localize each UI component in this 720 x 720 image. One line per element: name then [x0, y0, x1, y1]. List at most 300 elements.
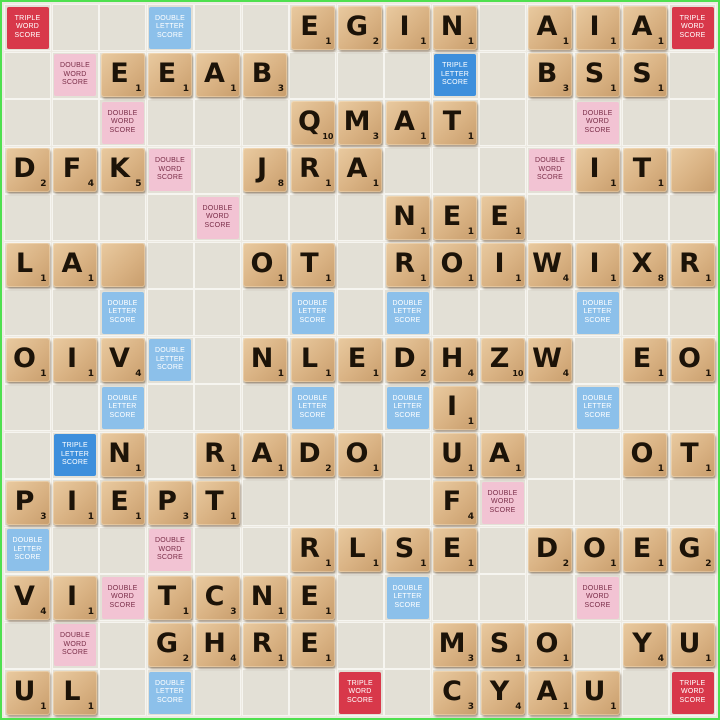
- premium-label: DOUBLE LETTER SCORE: [582, 299, 613, 324]
- board-cell: [242, 194, 289, 241]
- tile-letter: F: [442, 485, 462, 517]
- letter-tile[interactable]: [291, 433, 335, 477]
- tile-score: 1: [87, 511, 94, 522]
- tile-score: 1: [657, 179, 664, 189]
- letter-tile[interactable]: [338, 101, 382, 145]
- letter-tile[interactable]: [481, 623, 525, 667]
- letter-tile[interactable]: [433, 243, 477, 287]
- board-cell: [242, 479, 289, 526]
- tile-score: 3: [372, 131, 379, 142]
- board-cell: [194, 99, 241, 146]
- letter-tile[interactable]: [291, 148, 335, 192]
- tile-score: 3: [40, 511, 47, 522]
- board-cell: [669, 99, 716, 146]
- board-cell: [337, 194, 384, 241]
- letter-tile[interactable]: [433, 528, 477, 572]
- tile-letter: X: [631, 248, 653, 279]
- letter-tile[interactable]: [53, 338, 97, 382]
- tile-score: 1: [372, 179, 379, 189]
- tile-score: 1: [657, 369, 664, 379]
- tile-letter: V: [109, 343, 130, 374]
- letter-tile[interactable]: [291, 6, 335, 50]
- tile-letter: N: [250, 580, 274, 612]
- tile-letter: E: [157, 58, 177, 89]
- letter-tile[interactable]: [196, 576, 240, 620]
- board-cell: [289, 194, 336, 241]
- premium-label: DOUBLE WORD SCORE: [487, 489, 518, 514]
- board-cell: [337, 574, 384, 621]
- letter-tile[interactable]: [101, 53, 145, 97]
- letter-tile[interactable]: [53, 481, 97, 525]
- letter-tile[interactable]: [6, 576, 50, 620]
- board-cell: [669, 574, 716, 621]
- board-cell: [52, 99, 99, 146]
- letter-tile[interactable]: [291, 528, 335, 572]
- premium-label: DOUBLE LETTER SCORE: [392, 299, 423, 324]
- board-cell: [4, 194, 51, 241]
- tile-letter: E: [442, 533, 462, 564]
- board-cell: [194, 527, 241, 574]
- board-cell: [337, 479, 384, 526]
- letter-tile[interactable]: [433, 6, 477, 50]
- letter-tile[interactable]: [528, 53, 572, 97]
- letter-tile[interactable]: [671, 338, 715, 382]
- tile-letter: A: [536, 10, 558, 42]
- tile-score: 1: [420, 274, 427, 284]
- double-word-square: [197, 197, 239, 239]
- double-letter-square: [149, 7, 191, 49]
- premium-label: DOUBLE WORD SCORE: [582, 584, 613, 609]
- tile-letter: R: [679, 248, 700, 279]
- board-cell: [384, 432, 431, 479]
- board-cell: [52, 4, 99, 51]
- double-letter-square: [292, 387, 334, 429]
- tile-letter: E: [347, 343, 367, 374]
- letter-tile[interactable]: [528, 671, 572, 715]
- tile-score: 1: [40, 274, 47, 284]
- letter-tile[interactable]: [6, 338, 50, 382]
- board-cell: [574, 622, 621, 669]
- letter-tile[interactable]: [6, 148, 50, 192]
- tile-letter: N: [250, 343, 274, 374]
- board-cell: [527, 289, 574, 336]
- tile-score: 4: [562, 369, 569, 379]
- board-cell: [669, 479, 716, 526]
- letter-tile[interactable]: [386, 338, 430, 382]
- letter-tile[interactable]: [243, 338, 287, 382]
- board-cell: [52, 384, 99, 431]
- tile-letter: O: [583, 533, 606, 564]
- tile-score: 1: [610, 701, 617, 712]
- tile-score: 4: [562, 274, 569, 284]
- tile-letter: I: [589, 10, 600, 42]
- letter-tile[interactable]: [576, 528, 620, 572]
- letter-tile[interactable]: [386, 6, 430, 50]
- board-cell: [337, 52, 384, 99]
- letter-tile[interactable]: [386, 101, 430, 145]
- tile-letter: D: [393, 343, 416, 374]
- letter-tile[interactable]: [433, 433, 477, 477]
- tile-score: 1: [610, 84, 617, 94]
- letter-tile[interactable]: [623, 148, 667, 192]
- tile-score: 2: [325, 464, 332, 474]
- tile-letter: T: [680, 438, 699, 469]
- tile-score: 1: [182, 606, 189, 617]
- board-cell: [99, 194, 146, 241]
- tile-letter: O: [678, 343, 701, 374]
- double-word-square: [54, 54, 96, 96]
- tile-score: 3: [562, 84, 569, 94]
- tile-letter: V: [14, 580, 35, 612]
- letter-tile[interactable]: [623, 623, 667, 667]
- tile-score: 1: [467, 464, 474, 474]
- letter-tile[interactable]: [291, 243, 335, 287]
- tile-letter: E: [442, 200, 462, 232]
- double-word-square: [577, 102, 619, 144]
- letter-tile[interactable]: [291, 101, 335, 145]
- board-cell: [527, 384, 574, 431]
- tile-letter: S: [489, 628, 510, 659]
- letter-tile[interactable]: [196, 481, 240, 525]
- letter-tile[interactable]: [148, 53, 192, 97]
- board-cell: [479, 384, 526, 431]
- tile-letter: C: [442, 675, 462, 707]
- premium-label: TRIPLE LETTER SCORE: [440, 62, 470, 87]
- tile-score: 1: [277, 654, 284, 664]
- board-cell: [669, 194, 716, 241]
- board-cell: [622, 99, 669, 146]
- letter-tile[interactable]: [528, 528, 572, 572]
- board-cell: [147, 384, 194, 431]
- letter-tile[interactable]: [338, 433, 382, 477]
- board-cell: [527, 194, 574, 241]
- premium-label: DOUBLE LETTER SCORE: [107, 394, 138, 419]
- letter-tile[interactable]: [528, 623, 572, 667]
- letter-tile[interactable]: [623, 433, 667, 477]
- tile-score: 4: [515, 701, 522, 712]
- tile-letter: R: [299, 153, 320, 184]
- tile-letter: G: [678, 533, 701, 564]
- premium-label: DOUBLE LETTER SCORE: [297, 394, 328, 419]
- tile-score: 1: [610, 274, 617, 284]
- board-cell: [4, 432, 51, 479]
- letter-tile[interactable]: [576, 148, 620, 192]
- tile-score: 1: [420, 226, 427, 237]
- letter-tile[interactable]: [623, 6, 667, 50]
- tile-letter: L: [348, 533, 366, 564]
- letter-tile[interactable]: [481, 243, 525, 287]
- tile-score: 1: [610, 179, 617, 189]
- letter-tile[interactable]: [386, 243, 430, 287]
- tile-letter: E: [300, 580, 319, 612]
- board-cell: [242, 289, 289, 336]
- letter-tile[interactable]: [6, 671, 50, 715]
- premium-label: DOUBLE WORD SCORE: [107, 584, 138, 609]
- letter-tile[interactable]: [576, 671, 620, 715]
- triple-letter-square: [54, 434, 96, 476]
- board-cell: [622, 384, 669, 431]
- letter-tile[interactable]: [338, 6, 382, 50]
- letter-tile[interactable]: [338, 148, 382, 192]
- board-cell: [337, 622, 384, 669]
- board-cell: [574, 194, 621, 241]
- letter-tile[interactable]: [6, 481, 50, 525]
- premium-label: TRIPLE LETTER SCORE: [60, 442, 90, 467]
- letter-tile[interactable]: [671, 243, 715, 287]
- letter-tile[interactable]: [243, 623, 287, 667]
- tile-score: 1: [372, 464, 379, 474]
- tile-letter: W: [532, 343, 562, 374]
- premium-label: DOUBLE WORD SCORE: [155, 157, 185, 182]
- tile-letter: N: [108, 438, 131, 469]
- board-cell: [4, 384, 51, 431]
- tile-score: 1: [135, 511, 142, 522]
- tile-letter: A: [204, 58, 225, 89]
- blank-tile[interactable]: [101, 243, 145, 287]
- letter-tile[interactable]: [101, 433, 145, 477]
- board-cell: [622, 574, 669, 621]
- letter-tile[interactable]: [53, 576, 97, 620]
- letter-tile[interactable]: [386, 528, 430, 572]
- tile-score: 1: [657, 464, 664, 474]
- board-cell: [622, 669, 669, 716]
- tile-letter: N: [393, 200, 416, 232]
- tile-letter: T: [632, 153, 652, 184]
- tile-letter: R: [394, 248, 415, 279]
- letter-tile[interactable]: [338, 338, 382, 382]
- letter-tile[interactable]: [53, 243, 97, 287]
- tile-letter: I: [589, 248, 600, 279]
- letter-tile[interactable]: [623, 243, 667, 287]
- tile-score: 1: [230, 511, 237, 522]
- board-cell: [337, 242, 384, 289]
- letter-tile[interactable]: [671, 528, 715, 572]
- tile-score: 1: [87, 274, 94, 284]
- letter-tile[interactable]: [528, 338, 572, 382]
- double-word-square: [102, 102, 144, 144]
- tile-score: 1: [420, 559, 427, 569]
- board-cell: [432, 574, 479, 621]
- premium-label: DOUBLE WORD SCORE: [202, 204, 233, 229]
- tile-letter: U: [678, 628, 701, 659]
- letter-tile[interactable]: [291, 623, 335, 667]
- letter-tile[interactable]: [433, 386, 477, 430]
- letter-tile[interactable]: [338, 528, 382, 572]
- tile-score: 1: [705, 464, 712, 474]
- tile-letter: O: [250, 248, 274, 279]
- tile-letter: D: [298, 438, 321, 469]
- board-cell: [4, 622, 51, 669]
- tile-letter: B: [251, 58, 273, 89]
- tile-score: 4: [40, 606, 47, 617]
- board-cell: [669, 52, 716, 99]
- letter-tile[interactable]: [196, 433, 240, 477]
- board-cell: [384, 52, 431, 99]
- letter-tile[interactable]: [528, 6, 572, 50]
- letter-tile[interactable]: [576, 53, 620, 97]
- letter-tile[interactable]: [671, 623, 715, 667]
- letter-tile[interactable]: [243, 243, 287, 287]
- letter-tile[interactable]: [576, 243, 620, 287]
- tile-letter: S: [632, 58, 652, 89]
- letter-tile[interactable]: [576, 6, 620, 50]
- letter-tile[interactable]: [243, 433, 287, 477]
- board-cell: [669, 384, 716, 431]
- board-cell: [622, 194, 669, 241]
- letter-tile[interactable]: [196, 53, 240, 97]
- board-cell: [384, 147, 431, 194]
- board-cell: [242, 384, 289, 431]
- letter-tile[interactable]: [433, 481, 477, 525]
- tile-letter: I: [66, 580, 78, 612]
- tile-letter: G: [345, 10, 369, 42]
- tile-score: 1: [705, 654, 712, 664]
- board-cell: [99, 622, 146, 669]
- letter-tile[interactable]: [623, 338, 667, 382]
- triple-word-square: [339, 672, 381, 714]
- tile-letter: U: [13, 675, 36, 707]
- tile-letter: A: [61, 248, 83, 279]
- double-letter-square: [292, 292, 334, 334]
- board-cell: [527, 432, 574, 479]
- letter-tile[interactable]: [433, 623, 477, 667]
- premium-label: DOUBLE WORD SCORE: [60, 632, 90, 657]
- tile-score: 3: [467, 701, 474, 712]
- letter-tile[interactable]: [386, 196, 430, 240]
- board-cell: [432, 147, 479, 194]
- tile-score: 1: [562, 36, 569, 47]
- blank-tile[interactable]: [671, 148, 715, 192]
- double-letter-square: [387, 292, 429, 334]
- tile-score: 1: [325, 606, 332, 617]
- tile-letter: I: [494, 248, 505, 279]
- letter-tile[interactable]: [243, 148, 287, 192]
- board-cell: [194, 384, 241, 431]
- board-cell: [527, 99, 574, 146]
- triple-word-square: [672, 7, 714, 49]
- board-cell: [527, 574, 574, 621]
- tile-score: 1: [420, 131, 427, 142]
- tile-letter: M: [438, 628, 466, 659]
- tile-letter: O: [630, 438, 654, 469]
- board-cell: [194, 147, 241, 194]
- letter-tile[interactable]: [433, 101, 477, 145]
- board-cell: [4, 99, 51, 146]
- tile-letter: N: [440, 10, 464, 42]
- letter-tile[interactable]: [671, 433, 715, 477]
- letter-tile[interactable]: [291, 576, 335, 620]
- tile-score: 1: [325, 559, 332, 569]
- letter-tile[interactable]: [243, 576, 287, 620]
- premium-label: TRIPLE WORD SCORE: [14, 14, 41, 39]
- letter-tile[interactable]: [481, 196, 525, 240]
- letter-tile[interactable]: [196, 623, 240, 667]
- premium-label: TRIPLE WORD SCORE: [679, 679, 706, 704]
- tile-score: 1: [135, 464, 142, 474]
- letter-tile[interactable]: [243, 53, 287, 97]
- tile-letter: A: [536, 675, 558, 707]
- board-cell: [242, 4, 289, 51]
- letter-tile[interactable]: [101, 338, 145, 382]
- letter-tile[interactable]: [528, 243, 572, 287]
- tile-letter: J: [256, 153, 268, 184]
- tile-letter: E: [300, 10, 319, 42]
- board-cell: [147, 99, 194, 146]
- tile-score: 1: [325, 179, 332, 189]
- tile-score: 1: [277, 274, 284, 284]
- letter-tile[interactable]: [101, 148, 145, 192]
- letter-tile[interactable]: [53, 671, 97, 715]
- board-cell: [194, 337, 241, 384]
- letter-tile[interactable]: [148, 576, 192, 620]
- premium-label: DOUBLE LETTER SCORE: [107, 299, 138, 324]
- letter-tile[interactable]: [148, 623, 192, 667]
- letter-tile[interactable]: [291, 338, 335, 382]
- double-word-square: [529, 149, 571, 191]
- tile-letter: Q: [298, 105, 321, 137]
- tile-letter: T: [300, 248, 319, 279]
- board-cell: [289, 479, 336, 526]
- letter-tile[interactable]: [53, 148, 97, 192]
- tile-score: 1: [87, 701, 94, 712]
- tile-score: 1: [467, 131, 474, 142]
- tile-score: 1: [372, 559, 379, 569]
- tile-letter: R: [204, 438, 225, 469]
- triple-word-square: [7, 7, 49, 49]
- letter-tile[interactable]: [6, 243, 50, 287]
- letter-tile[interactable]: [148, 481, 192, 525]
- tile-score: 1: [87, 606, 94, 617]
- letter-tile[interactable]: [481, 671, 525, 715]
- tile-score: 1: [657, 36, 664, 47]
- tile-score: 1: [562, 654, 569, 664]
- letter-tile[interactable]: [433, 338, 477, 382]
- tile-score: 4: [87, 179, 94, 189]
- tile-score: 1: [277, 464, 284, 474]
- tile-score: 1: [135, 84, 142, 94]
- letter-tile[interactable]: [623, 53, 667, 97]
- letter-tile[interactable]: [101, 481, 145, 525]
- tile-letter: U: [441, 438, 463, 469]
- tile-score: 1: [325, 654, 332, 664]
- tile-letter: O: [535, 628, 559, 659]
- double-word-square: [54, 624, 96, 666]
- tile-score: 3: [182, 511, 189, 522]
- tile-score: 2: [705, 559, 712, 569]
- tile-score: 3: [277, 84, 284, 94]
- letter-tile[interactable]: [433, 196, 477, 240]
- letter-tile[interactable]: [481, 338, 525, 382]
- premium-label: TRIPLE WORD SCORE: [679, 14, 706, 39]
- premium-label: DOUBLE WORD SCORE: [535, 157, 565, 182]
- letter-tile[interactable]: [623, 528, 667, 572]
- tile-letter: A: [394, 105, 415, 137]
- board-cell: [479, 289, 526, 336]
- letter-tile[interactable]: [481, 433, 525, 477]
- tile-letter: E: [490, 200, 509, 232]
- letter-tile[interactable]: [433, 671, 477, 715]
- tile-score: 1: [467, 226, 474, 237]
- tile-letter: Y: [632, 628, 652, 659]
- premium-label: DOUBLE WORD SCORE: [582, 109, 613, 134]
- board-cell: [242, 99, 289, 146]
- double-letter-square: [149, 339, 191, 381]
- tile-score: 1: [705, 369, 712, 379]
- tile-letter: G: [155, 628, 179, 659]
- premium-label: DOUBLE WORD SCORE: [155, 537, 185, 562]
- board-cell: [479, 147, 526, 194]
- tile-score: 1: [230, 464, 237, 474]
